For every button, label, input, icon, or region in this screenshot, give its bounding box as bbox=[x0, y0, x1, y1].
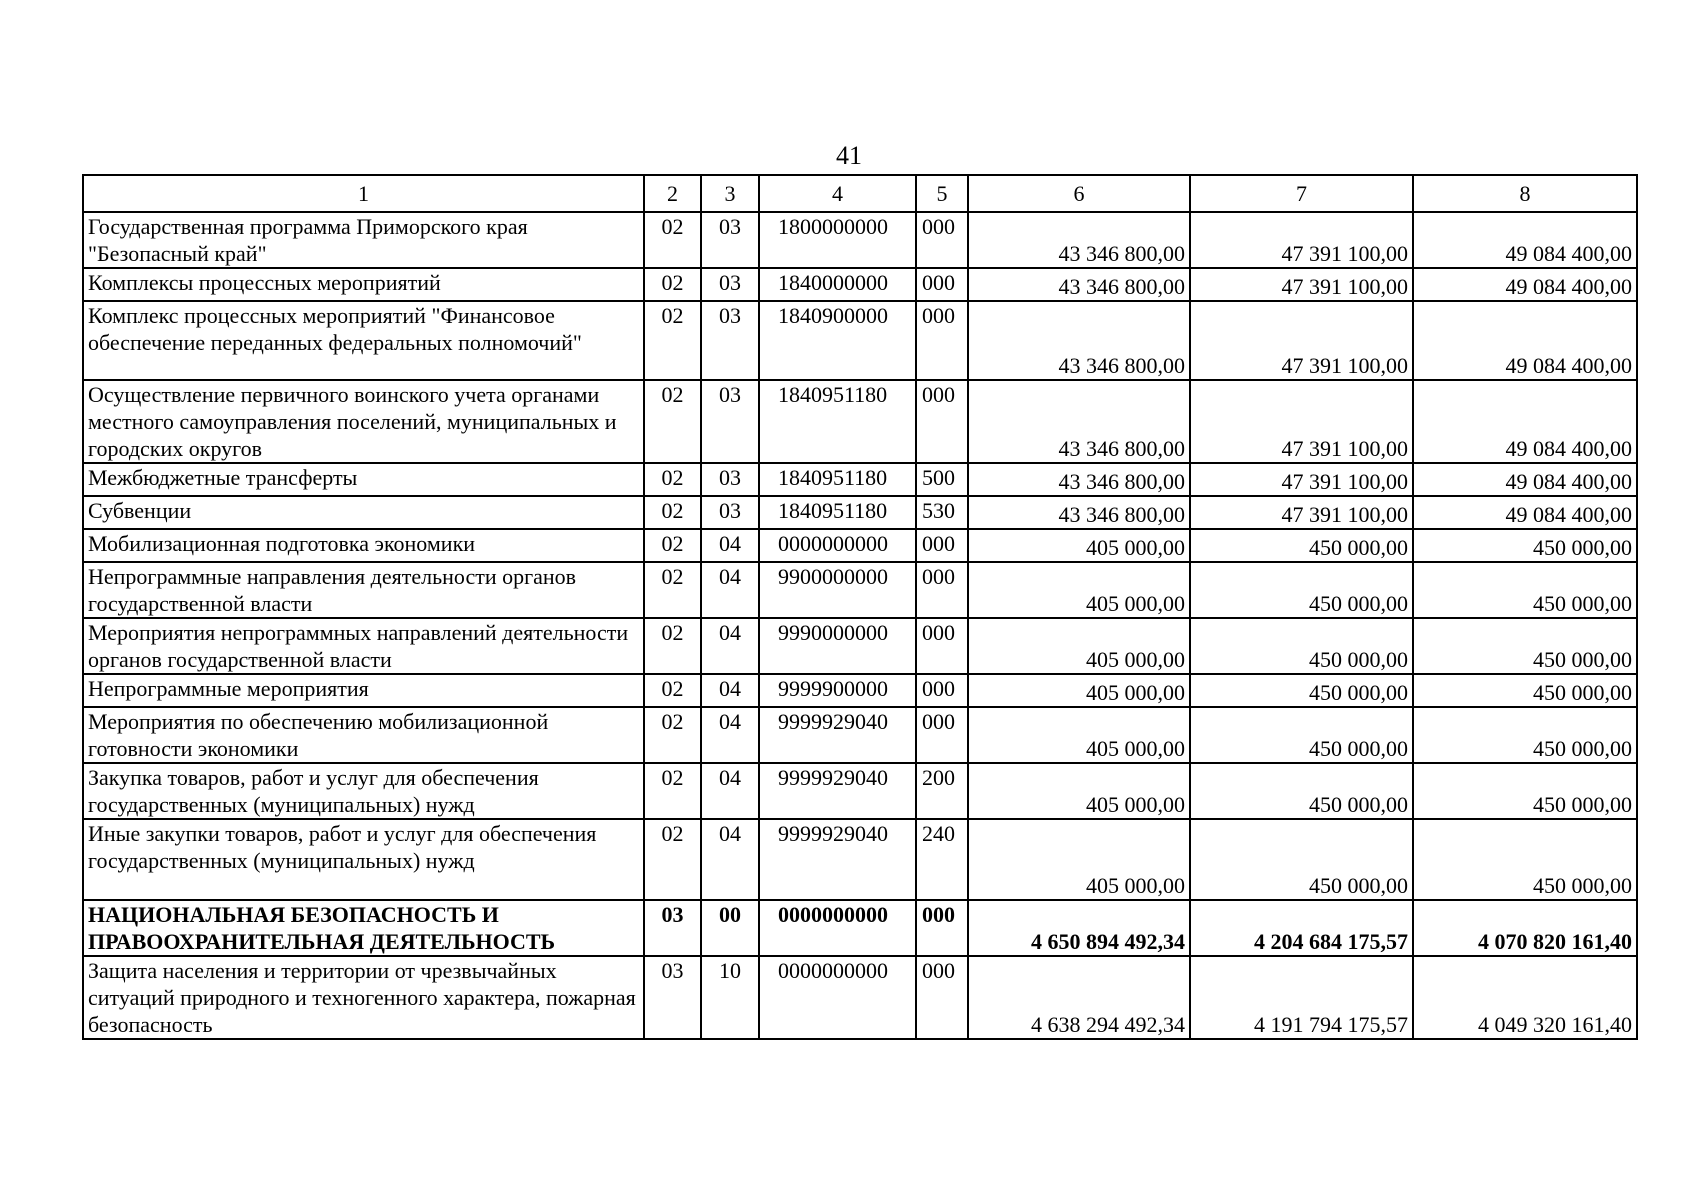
subsection-code-cell: 03 bbox=[701, 212, 759, 268]
section-code-cell: 02 bbox=[644, 212, 701, 268]
row-name-cell: Субвенции bbox=[83, 496, 644, 529]
table-row bbox=[83, 212, 1637, 268]
amount-cell-col6: 405 000,00 bbox=[968, 529, 1190, 562]
column-header: 3 bbox=[701, 175, 759, 212]
row-name-cell: Иные закупки товаров, работ и услуг для обеспечения государственных (муниципальных) нужд bbox=[83, 819, 644, 900]
amount-cell-col8: 49 084 400,00 bbox=[1413, 380, 1637, 463]
expense-type-cell: 000 bbox=[916, 529, 968, 562]
table-row bbox=[83, 529, 1637, 562]
amount-cell-col6: 405 000,00 bbox=[968, 562, 1190, 618]
amount-cell-col7: 47 391 100,00 bbox=[1190, 212, 1413, 268]
target-article-cell: 9999929040 bbox=[759, 819, 916, 900]
subsection-code-cell: 03 bbox=[701, 268, 759, 301]
amount-cell-col7: 47 391 100,00 bbox=[1190, 268, 1413, 301]
table-header-row bbox=[83, 175, 1637, 212]
column-header: 4 bbox=[759, 175, 916, 212]
row-name-cell: Комплекс процессных мероприятий "Финансовое обеспечение переданных федеральных полномочий" bbox=[83, 301, 644, 380]
subsection-code-cell: 03 bbox=[701, 380, 759, 463]
amount-cell-col7: 47 391 100,00 bbox=[1190, 463, 1413, 496]
subsection-code-cell: 03 bbox=[701, 496, 759, 529]
amount-cell-col8: 49 084 400,00 bbox=[1413, 212, 1637, 268]
expense-type-cell: 000 bbox=[916, 562, 968, 618]
table-row bbox=[83, 268, 1637, 301]
amount-cell-col8: 450 000,00 bbox=[1413, 529, 1637, 562]
table-row bbox=[83, 763, 1637, 819]
amount-cell-col6: 43 346 800,00 bbox=[968, 301, 1190, 380]
column-header: 8 bbox=[1413, 175, 1637, 212]
amount-cell-col7: 450 000,00 bbox=[1190, 618, 1413, 674]
table-row bbox=[83, 819, 1637, 900]
section-code-cell: 02 bbox=[644, 819, 701, 900]
row-name-cell: Защита населения и территории от чрезвычайных ситуаций природного и техногенного характера, пожарная безопасность bbox=[83, 956, 644, 1039]
table-row bbox=[83, 707, 1637, 763]
target-article-cell: 0000000000 bbox=[759, 529, 916, 562]
amount-cell-col8: 450 000,00 bbox=[1413, 674, 1637, 707]
amount-cell-col7: 47 391 100,00 bbox=[1190, 301, 1413, 380]
target-article-cell: 9999929040 bbox=[759, 707, 916, 763]
target-article-cell: 9990000000 bbox=[759, 618, 916, 674]
target-article-cell: 9999900000 bbox=[759, 674, 916, 707]
section-code-cell: 02 bbox=[644, 707, 701, 763]
subsection-code-cell: 00 bbox=[701, 900, 759, 956]
subsection-code-cell: 04 bbox=[701, 674, 759, 707]
section-code-cell: 02 bbox=[644, 763, 701, 819]
amount-cell-col6: 405 000,00 bbox=[968, 707, 1190, 763]
table-row bbox=[83, 562, 1637, 618]
amount-cell-col6: 43 346 800,00 bbox=[968, 463, 1190, 496]
table-row bbox=[83, 463, 1637, 496]
section-code-cell: 02 bbox=[644, 529, 701, 562]
target-article-cell: 1840951180 bbox=[759, 463, 916, 496]
target-article-cell: 1840951180 bbox=[759, 496, 916, 529]
section-code-cell: 03 bbox=[644, 900, 701, 956]
subsection-code-cell: 04 bbox=[701, 529, 759, 562]
amount-cell-col8: 49 084 400,00 bbox=[1413, 268, 1637, 301]
amount-cell-col8: 450 000,00 bbox=[1413, 819, 1637, 900]
amount-cell-col8: 49 084 400,00 bbox=[1413, 496, 1637, 529]
amount-cell-col8: 4 070 820 161,40 bbox=[1413, 900, 1637, 956]
section-code-cell: 02 bbox=[644, 562, 701, 618]
row-name-cell: Межбюджетные трансферты bbox=[83, 463, 644, 496]
table-row bbox=[83, 496, 1637, 529]
expense-type-cell: 200 bbox=[916, 763, 968, 819]
expense-type-cell: 000 bbox=[916, 618, 968, 674]
amount-cell-col8: 450 000,00 bbox=[1413, 618, 1637, 674]
row-name-cell: Непрограммные направления деятельности органов государственной власти bbox=[83, 562, 644, 618]
table-row bbox=[83, 301, 1637, 380]
target-article-cell: 1840951180 bbox=[759, 380, 916, 463]
expense-type-cell: 000 bbox=[916, 674, 968, 707]
target-article-cell: 1840900000 bbox=[759, 301, 916, 380]
column-header: 6 bbox=[968, 175, 1190, 212]
amount-cell-col7: 450 000,00 bbox=[1190, 707, 1413, 763]
amount-cell-col7: 450 000,00 bbox=[1190, 763, 1413, 819]
amount-cell-col6: 4 638 294 492,34 bbox=[968, 956, 1190, 1039]
subsection-code-cell: 03 bbox=[701, 301, 759, 380]
section-code-cell: 02 bbox=[644, 618, 701, 674]
expense-type-cell: 500 bbox=[916, 463, 968, 496]
amount-cell-col7: 450 000,00 bbox=[1190, 674, 1413, 707]
amount-cell-col6: 43 346 800,00 bbox=[968, 268, 1190, 301]
amount-cell-col7: 450 000,00 bbox=[1190, 819, 1413, 900]
table-row bbox=[83, 618, 1637, 674]
amount-cell-col6: 43 346 800,00 bbox=[968, 496, 1190, 529]
amount-cell-col6: 405 000,00 bbox=[968, 819, 1190, 900]
amount-cell-col8: 450 000,00 bbox=[1413, 763, 1637, 819]
column-header: 7 bbox=[1190, 175, 1413, 212]
section-code-cell: 02 bbox=[644, 380, 701, 463]
amount-cell-col6: 43 346 800,00 bbox=[968, 380, 1190, 463]
amount-cell-col7: 47 391 100,00 bbox=[1190, 380, 1413, 463]
amount-cell-col8: 450 000,00 bbox=[1413, 707, 1637, 763]
amount-cell-col7: 47 391 100,00 bbox=[1190, 496, 1413, 529]
amount-cell-col8: 49 084 400,00 bbox=[1413, 301, 1637, 380]
table-row bbox=[83, 956, 1637, 1039]
amount-cell-col6: 43 346 800,00 bbox=[968, 212, 1190, 268]
amount-cell-col7: 4 204 684 175,57 bbox=[1190, 900, 1413, 956]
subsection-code-cell: 04 bbox=[701, 618, 759, 674]
row-name-cell: Непрограммные мероприятия bbox=[83, 674, 644, 707]
amount-cell-col6: 405 000,00 bbox=[968, 618, 1190, 674]
row-name-cell: Мобилизационная подготовка экономики bbox=[83, 529, 644, 562]
section-code-cell: 02 bbox=[644, 301, 701, 380]
amount-cell-col7: 450 000,00 bbox=[1190, 562, 1413, 618]
amount-cell-col6: 405 000,00 bbox=[968, 763, 1190, 819]
row-name-cell: Государственная программа Приморского края "Безопасный край" bbox=[83, 212, 644, 268]
target-article-cell: 1840000000 bbox=[759, 268, 916, 301]
section-code-cell: 03 bbox=[644, 956, 701, 1039]
expense-type-cell: 240 bbox=[916, 819, 968, 900]
amount-cell-col7: 450 000,00 bbox=[1190, 529, 1413, 562]
amount-cell-col8: 49 084 400,00 bbox=[1413, 463, 1637, 496]
target-article-cell: 1800000000 bbox=[759, 212, 916, 268]
budget-table bbox=[82, 174, 1638, 1040]
table-row bbox=[83, 380, 1637, 463]
row-name-cell: Осуществление первичного воинского учета органами местного самоуправления поселений, муниципальных и городских округов bbox=[83, 380, 644, 463]
subsection-code-cell: 04 bbox=[701, 763, 759, 819]
subsection-code-cell: 04 bbox=[701, 819, 759, 900]
section-code-cell: 02 bbox=[644, 674, 701, 707]
column-header: 2 bbox=[644, 175, 701, 212]
subsection-code-cell: 03 bbox=[701, 463, 759, 496]
amount-cell-col8: 450 000,00 bbox=[1413, 562, 1637, 618]
target-article-cell: 0000000000 bbox=[759, 956, 916, 1039]
row-name-cell: Мероприятия по обеспечению мобилизационной готовности экономики bbox=[83, 707, 644, 763]
row-name-cell: НАЦИОНАЛЬНАЯ БЕЗОПАСНОСТЬ И ПРАВООХРАНИТЕЛЬНАЯ ДЕЯТЕЛЬНОСТЬ bbox=[83, 900, 644, 956]
expense-type-cell: 530 bbox=[916, 496, 968, 529]
expense-type-cell: 000 bbox=[916, 900, 968, 956]
section-code-cell: 02 bbox=[644, 463, 701, 496]
expense-type-cell: 000 bbox=[916, 268, 968, 301]
expense-type-cell: 000 bbox=[916, 212, 968, 268]
target-article-cell: 9900000000 bbox=[759, 562, 916, 618]
expense-type-cell: 000 bbox=[916, 301, 968, 380]
amount-cell-col7: 4 191 794 175,57 bbox=[1190, 956, 1413, 1039]
table-row bbox=[83, 900, 1637, 956]
subsection-code-cell: 10 bbox=[701, 956, 759, 1039]
section-code-cell: 02 bbox=[644, 268, 701, 301]
section-code-cell: 02 bbox=[644, 496, 701, 529]
target-article-cell: 9999929040 bbox=[759, 763, 916, 819]
subsection-code-cell: 04 bbox=[701, 707, 759, 763]
row-name-cell: Комплексы процессных мероприятий bbox=[83, 268, 644, 301]
amount-cell-col6: 4 650 894 492,34 bbox=[968, 900, 1190, 956]
table-row bbox=[83, 674, 1637, 707]
subsection-code-cell: 04 bbox=[701, 562, 759, 618]
row-name-cell: Мероприятия непрограммных направлений деятельности органов государственной власти bbox=[83, 618, 644, 674]
page-number: 41 bbox=[836, 141, 862, 170]
expense-type-cell: 000 bbox=[916, 707, 968, 763]
row-name-cell: Закупка товаров, работ и услуг для обеспечения государственных (муниципальных) нужд bbox=[83, 763, 644, 819]
column-header: 1 bbox=[83, 175, 644, 212]
amount-cell-col6: 405 000,00 bbox=[968, 674, 1190, 707]
expense-type-cell: 000 bbox=[916, 956, 968, 1039]
amount-cell-col8: 4 049 320 161,40 bbox=[1413, 956, 1637, 1039]
target-article-cell: 0000000000 bbox=[759, 900, 916, 956]
expense-type-cell: 000 bbox=[916, 380, 968, 463]
column-header: 5 bbox=[916, 175, 968, 212]
